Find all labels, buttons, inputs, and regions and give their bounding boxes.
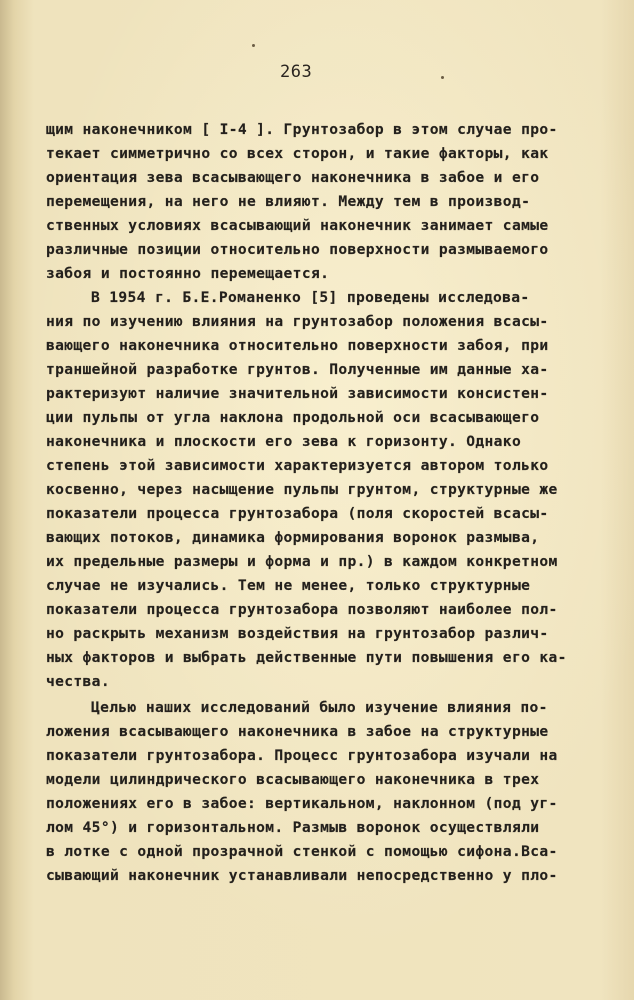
text-line: вающего наконечника относительно поверхности забоя, при [46, 337, 549, 354]
text-line: показатели процесса грунтозабора (поля скоростей всасы- [46, 505, 549, 522]
text-line: ственных условиях всасывающий наконечник занимает самые [46, 217, 549, 234]
text-line: показатели процесса грунтозабора позволяют наиболее пол- [46, 601, 558, 618]
text-line: случае не изучались. Тем не менее, только структурные [46, 577, 531, 594]
text-line: чества. [46, 673, 110, 690]
text-line: перемещения, на него не влияют. Между тем в производ- [46, 193, 531, 210]
text-line: текает симметрично со всех сторон, и такие факторы, как [46, 145, 549, 162]
text-line: щим наконечником [ I-4 ]. Грунтозабор в этом случае про- [46, 121, 558, 138]
text-line: вающих потоков, динамика формирования воронок размыва, [46, 529, 540, 546]
text-line: Целью наших исследований было изучение влияния по- [91, 699, 548, 716]
dust-speck [441, 76, 444, 79]
text-line: ния по изучению влияния на грунтозабор положения всасы- [46, 313, 549, 330]
text-line: сывающий наконечник устанавливали непосредственно у пло- [46, 867, 558, 884]
text-line: ции пульпы от угла наклона продольной оси всасывающего [46, 409, 540, 426]
text-line: траншейной разработке грунтов. Полученные им данные ха- [46, 361, 549, 378]
text-line: наконечника и плоскости его зева к горизонту. Однако [46, 433, 522, 450]
text-line: ориентация зева всасывающего наконечника в забое и его [46, 169, 540, 186]
text-line: В 1954 г. Б.Е.Романенко [5] проведены исследова- [91, 289, 530, 306]
text-line: забоя и постоянно перемещается. [46, 265, 330, 282]
text-line: но раскрыть механизм воздействия на грунтозабор различ- [46, 625, 549, 642]
text-line: косвенно, через насыщение пульпы грунтом, структурные же [46, 481, 558, 498]
text-line: положениях его в забое: вертикальном, наклонном (под уг- [46, 795, 558, 812]
text-line: различные позиции относительно поверхности размываемого [46, 241, 549, 258]
text-line: модели цилиндрического всасывающего наконечника в трех [46, 771, 540, 788]
text-line: их предельные размеры и форма и пр.) в каждом конкретном [46, 553, 558, 570]
text-line: лом 45°) и горизонтальном. Размыв воронок осуществляли [46, 819, 540, 836]
dust-speck [252, 44, 255, 47]
text-line: степень этой зависимости характеризуется автором только [46, 457, 549, 474]
text-line: ложения всасывающего наконечника в забое на структурные [46, 723, 549, 740]
text-line: рактеризуют наличие значительной зависимости консистен- [46, 385, 549, 402]
text-line: показатели грунтозабора. Процесс грунтозабора изучали на [46, 747, 558, 764]
text-line: ных факторов и выбрать действенные пути повышения его ка- [46, 649, 567, 666]
page-number: 263 [280, 62, 313, 82]
text-line: в лотке с одной прозрачной стенкой с помощью сифона.Вса- [46, 843, 558, 860]
